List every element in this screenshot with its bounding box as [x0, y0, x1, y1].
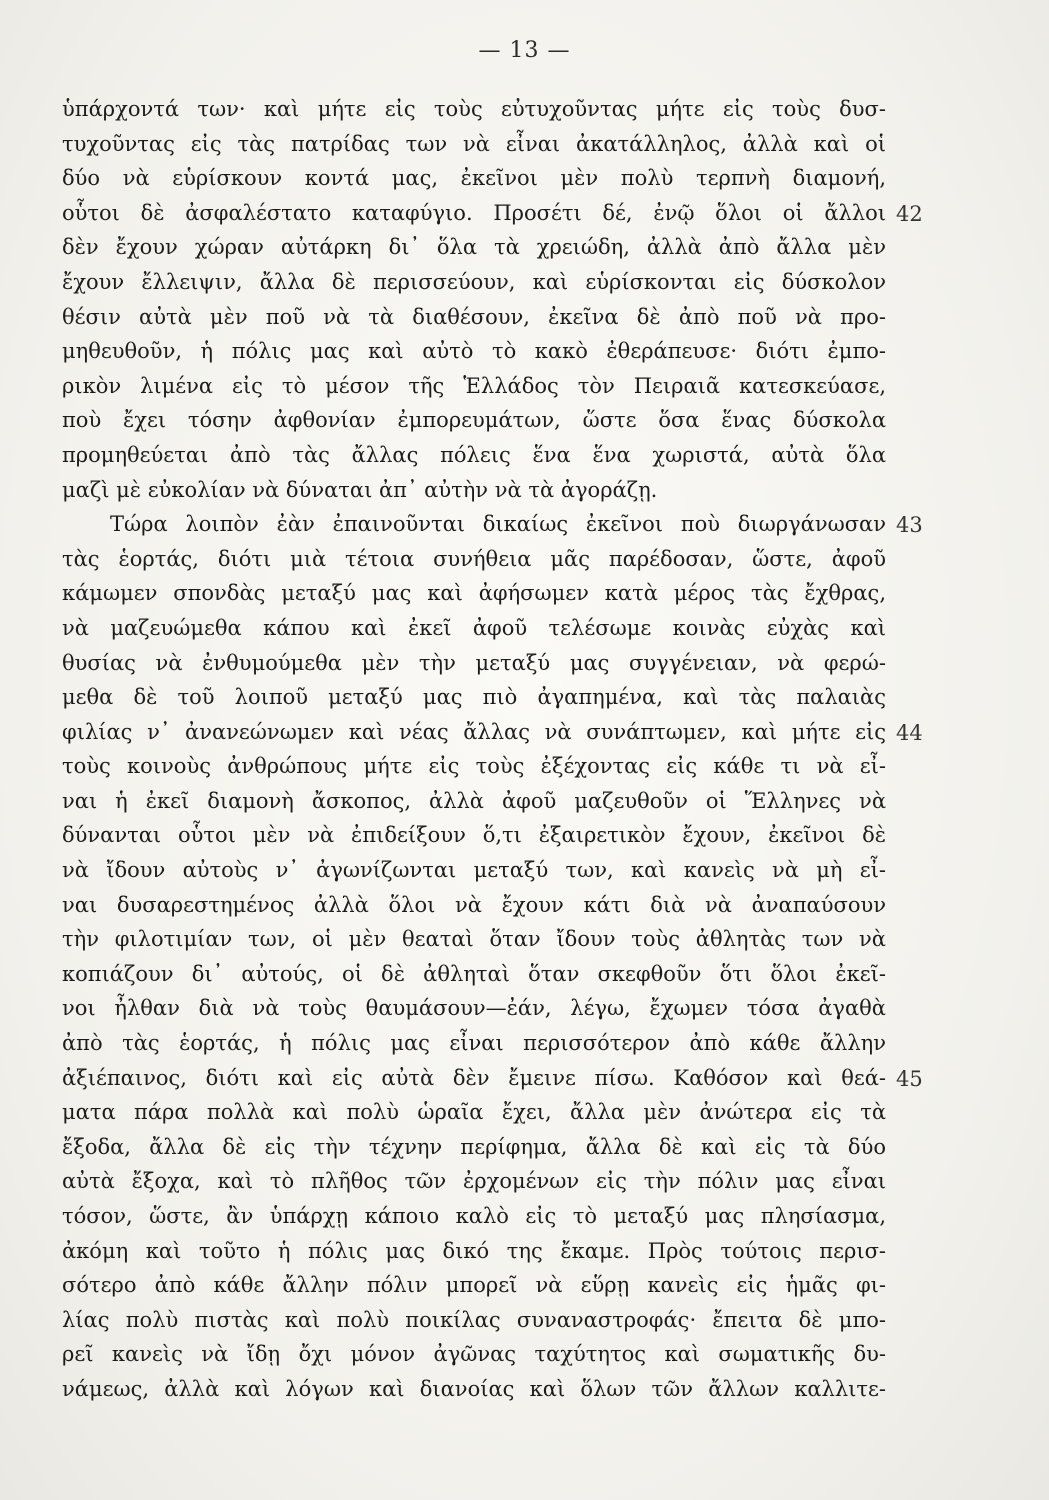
- text-line: φιλίας ν᾽ ἀνανεώνωμεν καὶ νέας ἄλλας νὰ συνάπτωμεν, καὶ μήτε εἰς: [62, 719, 886, 744]
- text-line: ρεῖ κανεὶς νὰ ἴδῃ ὄχι μόνον ἀγῶνας ταχύτητος καὶ σωματικῆς δυ-: [62, 1342, 886, 1367]
- text-line: ναι δυσαρεστημένος ἀλλὰ ὅλοι νὰ ἔχουν κάτι διὰ νὰ ἀναπαύσουν: [62, 892, 886, 917]
- margin-section-number: 45: [896, 1066, 923, 1091]
- text-line: μηθευθοῦν, ἡ πόλις μας καὶ αὐτὸ τὸ κακὸ ἐθεράπευσε· διότι ἐμπο-: [62, 339, 886, 364]
- page-number: — 13 —: [478, 38, 571, 63]
- text-line: τοὺς κοινοὺς ἀνθρώπους μήτε εἰς τοὺς ἐξέχοντας εἰς κάθε τι νὰ εἶ-: [62, 754, 886, 779]
- margin-section-number: 42: [896, 201, 923, 226]
- text-line: τόσον, ὥστε, ἂν ὑπάρχῃ κάποιο καλὸ εἰς τὸ μεταξύ μας πλησίασμα,: [62, 1204, 886, 1228]
- text-line: λίας πολὺ πιστὰς καὶ πολὺ ποικίλας συναναστροφάς· ἔπειτα δὲ μπο-: [62, 1307, 886, 1332]
- text-line: νοι ἦλθαν διὰ νὰ τοὺς θαυμάσουν—ἐάν, λέγω, ἔχωμεν τόσα ἀγαθὰ: [62, 996, 886, 1021]
- text-line: θέσιν αὐτὰ μὲν ποῦ νὰ τὰ διαθέσουν, ἐκεῖνα δὲ ἀπὸ ποῦ νὰ προ-: [62, 304, 886, 329]
- text-line: σότερο ἀπὸ κάθε ἄλλην πόλιν μπορεῖ νὰ εὕρῃ κανεὶς εἰς ἡμᾶς φι-: [62, 1273, 886, 1298]
- text-line: δὲν ἔχουν χώραν αὐτάρκη δι᾽ ὅλα τὰ χρειώδη, ἀλλὰ ἀπὸ ἄλλα μὲν: [62, 235, 886, 260]
- text-line: ἀξιέπαινος, διότι καὶ εἰς αὐτὰ δὲν ἔμεινε πίσω. Καθόσον καὶ θεά-: [62, 1065, 886, 1090]
- text-line: ποὺ ἔχει τόσην ἀφθονίαν ἐμπορευμάτων, ὥστε ὅσα ἕνας δύσκολα: [62, 408, 886, 433]
- margin-section-number: 43: [896, 513, 923, 538]
- text-line: τὰς ἑορτάς, διότι μιὰ τέτοια συνήθεια μᾶς παρέδοσαν, ὥστε, ἀφοῦ: [62, 546, 886, 571]
- text-line: Τώρα λοιπὸν ἐὰν ἐπαινοῦνται δικαίως ἐκεῖνοι ποὺ διωργάνωσαν: [110, 512, 886, 537]
- text-line: νὰ ἴδουν αὐτοὺς ν᾽ ἀγωνίζωνται μεταξύ των, καὶ κανεὶς νὰ μὴ εἶ-: [62, 858, 886, 883]
- text-line: ἔξοδα, ἄλλα δὲ εἰς τὴν τέχνην περίφημα, ἄλλα δὲ καὶ εἰς τὰ δύο: [62, 1134, 886, 1159]
- margin-section-number: 44: [896, 720, 923, 745]
- text-line: θυσίας νὰ ἐνθυμούμεθα μὲν τὴν μεταξύ μας συγγένειαν, νὰ φερώ-: [62, 650, 886, 675]
- text-line: τὴν φιλοτιμίαν των, οἱ μὲν θεαταὶ ὅταν ἴδουν τοὺς ἀθλητὰς των νὰ: [62, 927, 886, 952]
- text-line: νάμεως, ἀλλὰ καὶ λόγων καὶ διανοίας καὶ ὅλων τῶν ἄλλων καλλιτε-: [62, 1376, 886, 1401]
- text-line: κάμωμεν σπονδὰς μεταξύ μας καὶ ἀφήσωμεν κατὰ μέρος τὰς ἔχθρας,: [62, 581, 886, 606]
- text-line: δύνανται οὗτοι μὲν νὰ ἐπιδείξουν ὅ,τι ἐξαιρετικὸν ἔχουν, ἐκεῖνοι δὲ: [62, 823, 886, 848]
- text-line: νὰ μαζευώμεθα κάπου καὶ ἐκεῖ ἀφοῦ τελέσωμε κοινὰς εὐχὰς καὶ: [62, 615, 886, 640]
- text-line: ἀκόμη καὶ τοῦτο ἡ πόλις μας δικό της ἔκαμε. Πρὸς τούτοις περισ-: [62, 1238, 886, 1263]
- text-line: ἀπὸ τὰς ἑορτάς, ἡ πόλις μας εἶναι περισσότερον ἀπὸ κάθε ἄλλην: [62, 1031, 886, 1056]
- text-line: μαζὶ μὲ εὐκολίαν νὰ δύναται ἀπ᾽ αὐτὴν νὰ τὰ ἀγοράζῃ.: [62, 477, 658, 502]
- text-line: μεθα δὲ τοῦ λοιποῦ μεταξύ μας πιὸ ἀγαπημένα, καὶ τὰς παλαιὰς: [62, 685, 886, 710]
- text-line: προμηθεύεται ἀπὸ τὰς ἄλλας πόλεις ἕνα ἕνα χωριστά, αὐτὰ ὅλα: [62, 442, 886, 467]
- text-line: ὑπάρχοντά των· καὶ μήτε εἰς τοὺς εὐτυχοῦντας μήτε εἰς τοὺς δυσ-: [62, 97, 886, 121]
- text-line: αὐτὰ ἔξοχα, καὶ τὸ πλῆθος τῶν ἐρχομένων εἰς τὴν πόλιν μας εἶναι: [62, 1169, 886, 1194]
- text-line: κοπιάζουν δι᾽ αὐτούς, οἱ δὲ ἀθληταὶ ὅταν σκεφθοῦν ὅτι ὅλοι ἐκεῖ-: [62, 961, 886, 986]
- text-line: ματα πάρα πολλὰ καὶ πολὺ ὡραῖα ἔχει, ἄλλα μὲν ἀνώτερα εἰς τὰ: [62, 1100, 886, 1125]
- text-line: ναι ἡ ἐκεῖ διαμονὴ ἄσκοπος, ἀλλὰ ἀφοῦ μαζευθοῦν οἱ Ἕλληνες νὰ: [62, 788, 886, 813]
- text-line: ρικὸν λιμένα εἰς τὸ μέσον τῆς Ἑλλάδος τὸν Πειραιᾶ κατεσκεύασε,: [62, 373, 886, 398]
- text-line: ἔχουν ἔλλειψιν, ἄλλα δὲ περισσεύουν, καὶ εὑρίσκονται εἰς δύσκολον: [62, 269, 886, 294]
- text-line: δύο νὰ εὑρίσκουν κοντά μας, ἐκεῖνοι μὲν πολὺ τερπνὴ διαμονή,: [62, 166, 886, 191]
- text-line: οὗτοι δὲ ἀσφαλέστατο καταφύγιο. Προσέτι δέ, ἐνῷ ὅλοι οἱ ἄλλοι: [62, 200, 886, 225]
- body-text: [62, 92, 886, 1407]
- text-line: τυχοῦντας εἰς τὰς πατρίδας των νὰ εἶναι ἀκατάλληλος, ἀλλὰ καὶ οἱ: [62, 131, 886, 156]
